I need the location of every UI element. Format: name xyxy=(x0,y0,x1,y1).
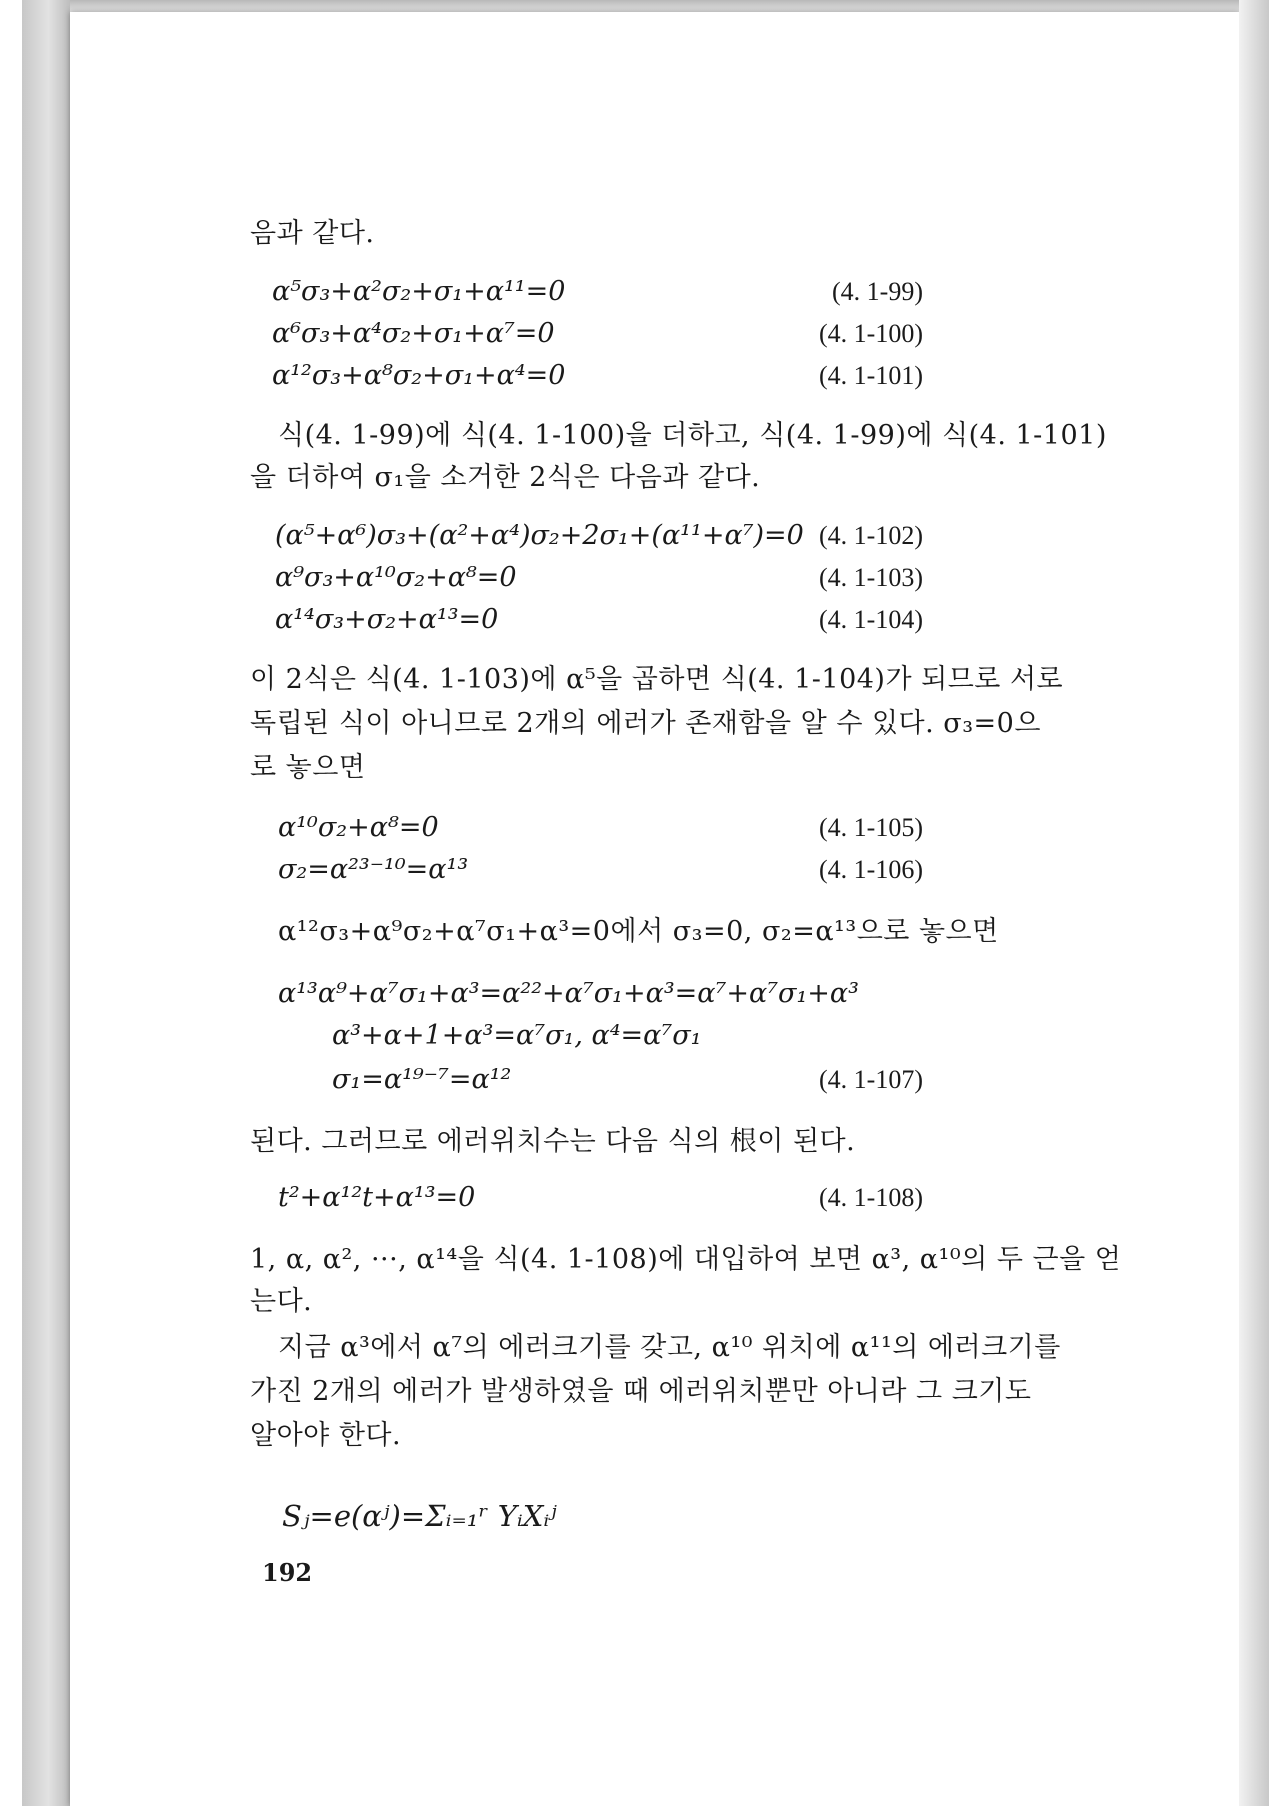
text-line: α¹²σ₃+α⁹σ₂+α⁷σ₁+α³=0에서 σ₃=0, σ₂=α¹³으로 놓으면 xyxy=(278,916,999,947)
text-line: 지금 α³에서 α⁷의 에러크기를 갖고, α¹⁰ 위치에 α¹¹의 에러크기를 xyxy=(278,1332,1061,1363)
equation: α³+α+1+α³=α⁷σ₁, α⁴=α⁷σ₁ xyxy=(332,1020,702,1051)
equation-number: (4. 1-106) xyxy=(819,855,923,884)
equation-number: (4. 1-107) xyxy=(819,1065,923,1094)
text-line: 이 2식은 식(4. 1-103)에 α⁵을 곱하면 식(4. 1-104)가 되므로 서로 xyxy=(250,664,1064,695)
equation: α¹²σ₃+α⁸σ₂+σ₁+α⁴=0 xyxy=(272,360,566,391)
text-line: 음과 같다. xyxy=(250,218,375,249)
equation: Sⱼ=e(αʲ)=Σᵢ₌₁ʳ YᵢXᵢʲ xyxy=(282,1499,557,1533)
equation: α¹³α⁹+α⁷σ₁+α³=α²²+α⁷σ₁+α³=α⁷+α⁷σ₁+α³ xyxy=(278,978,859,1009)
equation-number: (4. 1-105) xyxy=(819,813,923,842)
text-line: 된다. 그러므로 에러위치수는 다음 식의 根이 된다. xyxy=(250,1126,856,1157)
page-right-edge xyxy=(1239,0,1269,1806)
equation: σ₂=α²³⁻¹⁰=α¹³ xyxy=(278,854,469,885)
equation-number: (4. 1-100) xyxy=(819,319,923,348)
text-line: 는다. xyxy=(250,1286,313,1317)
equation: α⁹σ₃+α¹⁰σ₂+α⁸=0 xyxy=(275,562,517,593)
equation: (α⁵+α⁶)σ₃+(α²+α⁴)σ₂+2σ₁+(α¹¹+α⁷)=0 xyxy=(275,520,804,551)
text-line: 로 놓으면 xyxy=(250,752,366,783)
equation-number: (4. 1-103) xyxy=(819,563,923,592)
equation-number: (4. 1-104) xyxy=(819,605,923,634)
text-line: 독립된 식이 아니므로 2개의 에러가 존재함을 알 수 있다. σ₃=0으 xyxy=(250,708,1041,739)
text-line: 식(4. 1-99)에 식(4. 1-100)을 더하고, 식(4. 1-99)에 식(4. 1-101) xyxy=(278,420,1107,451)
book-spine xyxy=(22,0,70,1806)
page-number: 192 xyxy=(262,1558,313,1587)
text-line: 을 더하여 σ₁을 소거한 2식은 다음과 같다. xyxy=(250,462,761,493)
equation: α⁶σ₃+α⁴σ₂+σ₁+α⁷=0 xyxy=(272,318,555,349)
equation: α¹⁴σ₃+σ₂+α¹³=0 xyxy=(275,604,499,635)
equation-number: (4. 1-99) xyxy=(832,277,923,306)
book-top-edge xyxy=(22,0,1269,12)
text-line: 알아야 한다. xyxy=(250,1420,402,1451)
equation-number: (4. 1-108) xyxy=(819,1183,923,1212)
equation: α¹⁰σ₂+α⁸=0 xyxy=(278,812,439,843)
equation-number: (4. 1-101) xyxy=(819,361,923,390)
text-line: 1, α, α², ···, α¹⁴을 식(4. 1-108)에 대입하여 보면 α³, α¹⁰의 두 근을 얻 xyxy=(250,1244,1122,1275)
equation: σ₁=α¹⁹⁻⁷=α¹² xyxy=(332,1064,512,1095)
page-sheet xyxy=(70,12,1240,1806)
text-line: 가진 2개의 에러가 발생하였을 때 에러위치뿐만 아니라 그 크기도 xyxy=(250,1376,1032,1407)
equation-number: (4. 1-102) xyxy=(819,521,923,550)
equation: α⁵σ₃+α²σ₂+σ₁+α¹¹=0 xyxy=(272,276,566,307)
equation: t²+α¹²t+α¹³=0 xyxy=(278,1182,476,1213)
